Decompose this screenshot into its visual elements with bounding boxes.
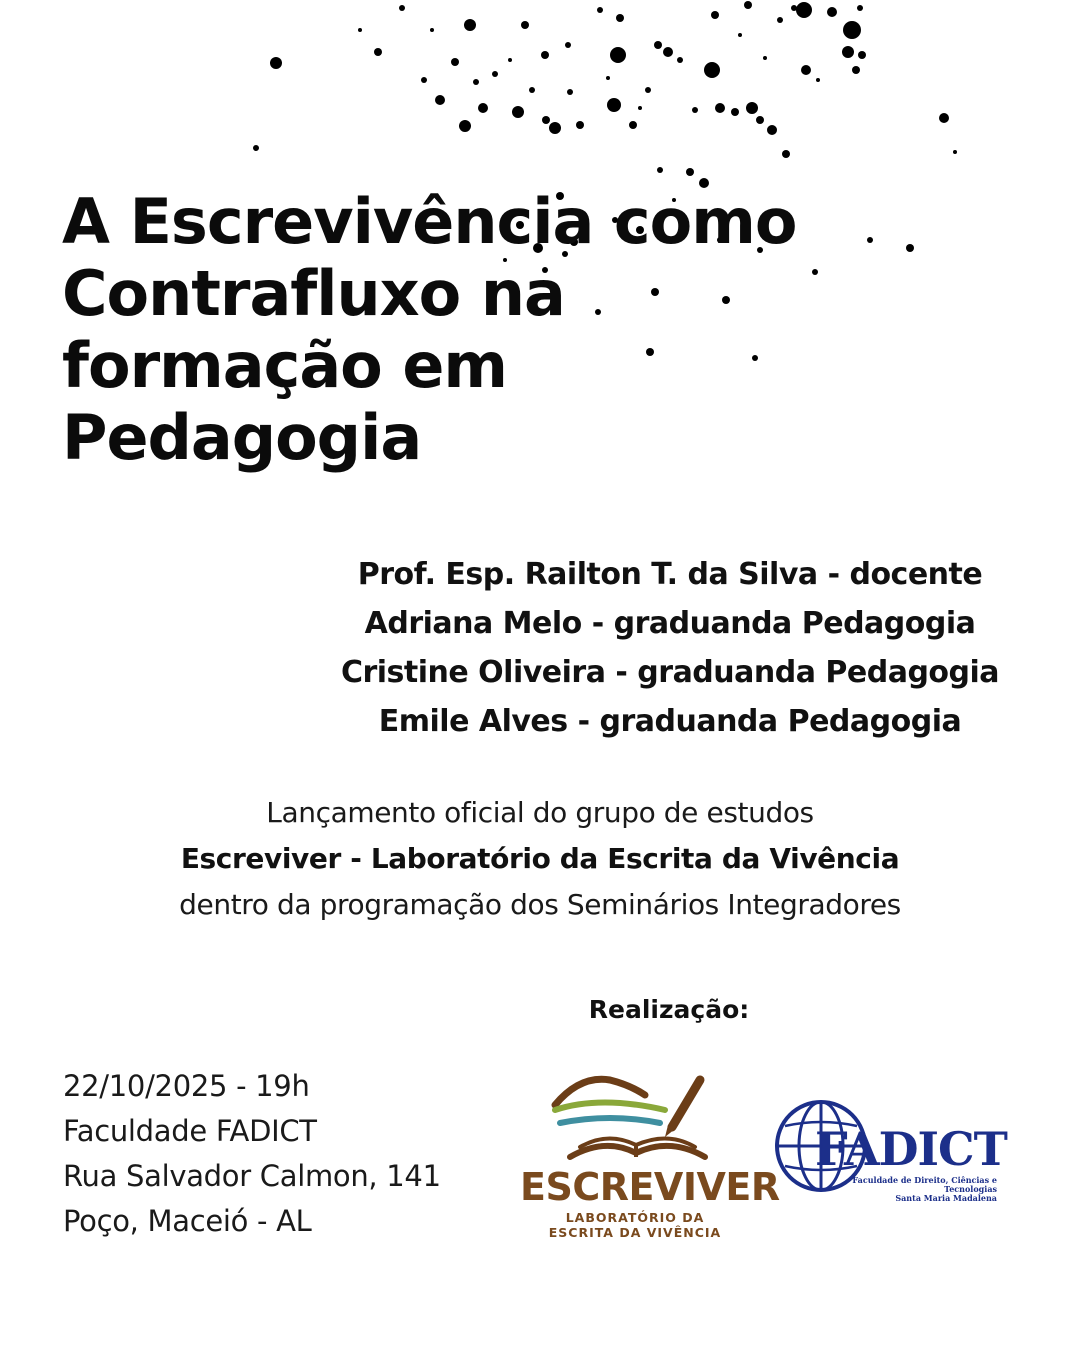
escreviver-logo-subtitle — [520, 1210, 750, 1240]
launch-line: dentro da programação dos Seminários Integradores — [179, 888, 901, 921]
fadict-sub-line: Faculdade de Direito, Ciências e Tecnologias — [852, 1175, 997, 1194]
title-line: Contrafluxo na — [62, 257, 565, 330]
title-line: A Escrevivência como — [62, 185, 797, 258]
author-line: Emile Alves - graduanda Pedagogia — [378, 704, 962, 739]
escreviver-sub-line: ESCRITA DA VIVÊNCIA — [548, 1225, 722, 1240]
author-line: Prof. Esp. Railton T. da Silva - docente — [357, 557, 983, 592]
event-datetime: 22/10/2025 - 19h — [63, 1069, 310, 1103]
event-city: Poço, Maceió - AL — [63, 1204, 312, 1238]
fadict-logo — [775, 1092, 1007, 1204]
event-street: Rua Salvador Calmon, 141 — [63, 1159, 441, 1193]
event-venue: Faculdade FADICT — [63, 1114, 317, 1148]
escreviver-logo-name: ESCREVIVER — [520, 1165, 780, 1209]
fadict-sub-line: Santa Maria Madalena — [895, 1193, 997, 1203]
launch-announcement — [40, 790, 1040, 928]
book-pen-icon — [520, 1065, 750, 1165]
title-line: formação em — [62, 329, 508, 402]
launch-line: Lançamento oficial do grupo de estudos — [266, 796, 814, 829]
poster-title — [62, 186, 962, 474]
realizacao-label: Realização: — [588, 995, 750, 1024]
fadict-logo-name: FADICT — [815, 1122, 1007, 1176]
event-details — [63, 1064, 503, 1244]
study-group-name: Escreviver - Laboratório da Escrita da Vivência — [180, 842, 900, 875]
author-line: Cristine Oliveira - graduanda Pedagogia — [340, 655, 1000, 690]
fadict-logo-subtitle — [817, 1176, 997, 1203]
escreviver-logo — [520, 1065, 780, 1245]
authors-list — [300, 550, 1040, 746]
author-line: Adriana Melo - graduanda Pedagogia — [364, 606, 976, 641]
title-line: Pedagogia — [62, 401, 422, 474]
escreviver-sub-line: LABORATÓRIO DA — [565, 1210, 705, 1225]
